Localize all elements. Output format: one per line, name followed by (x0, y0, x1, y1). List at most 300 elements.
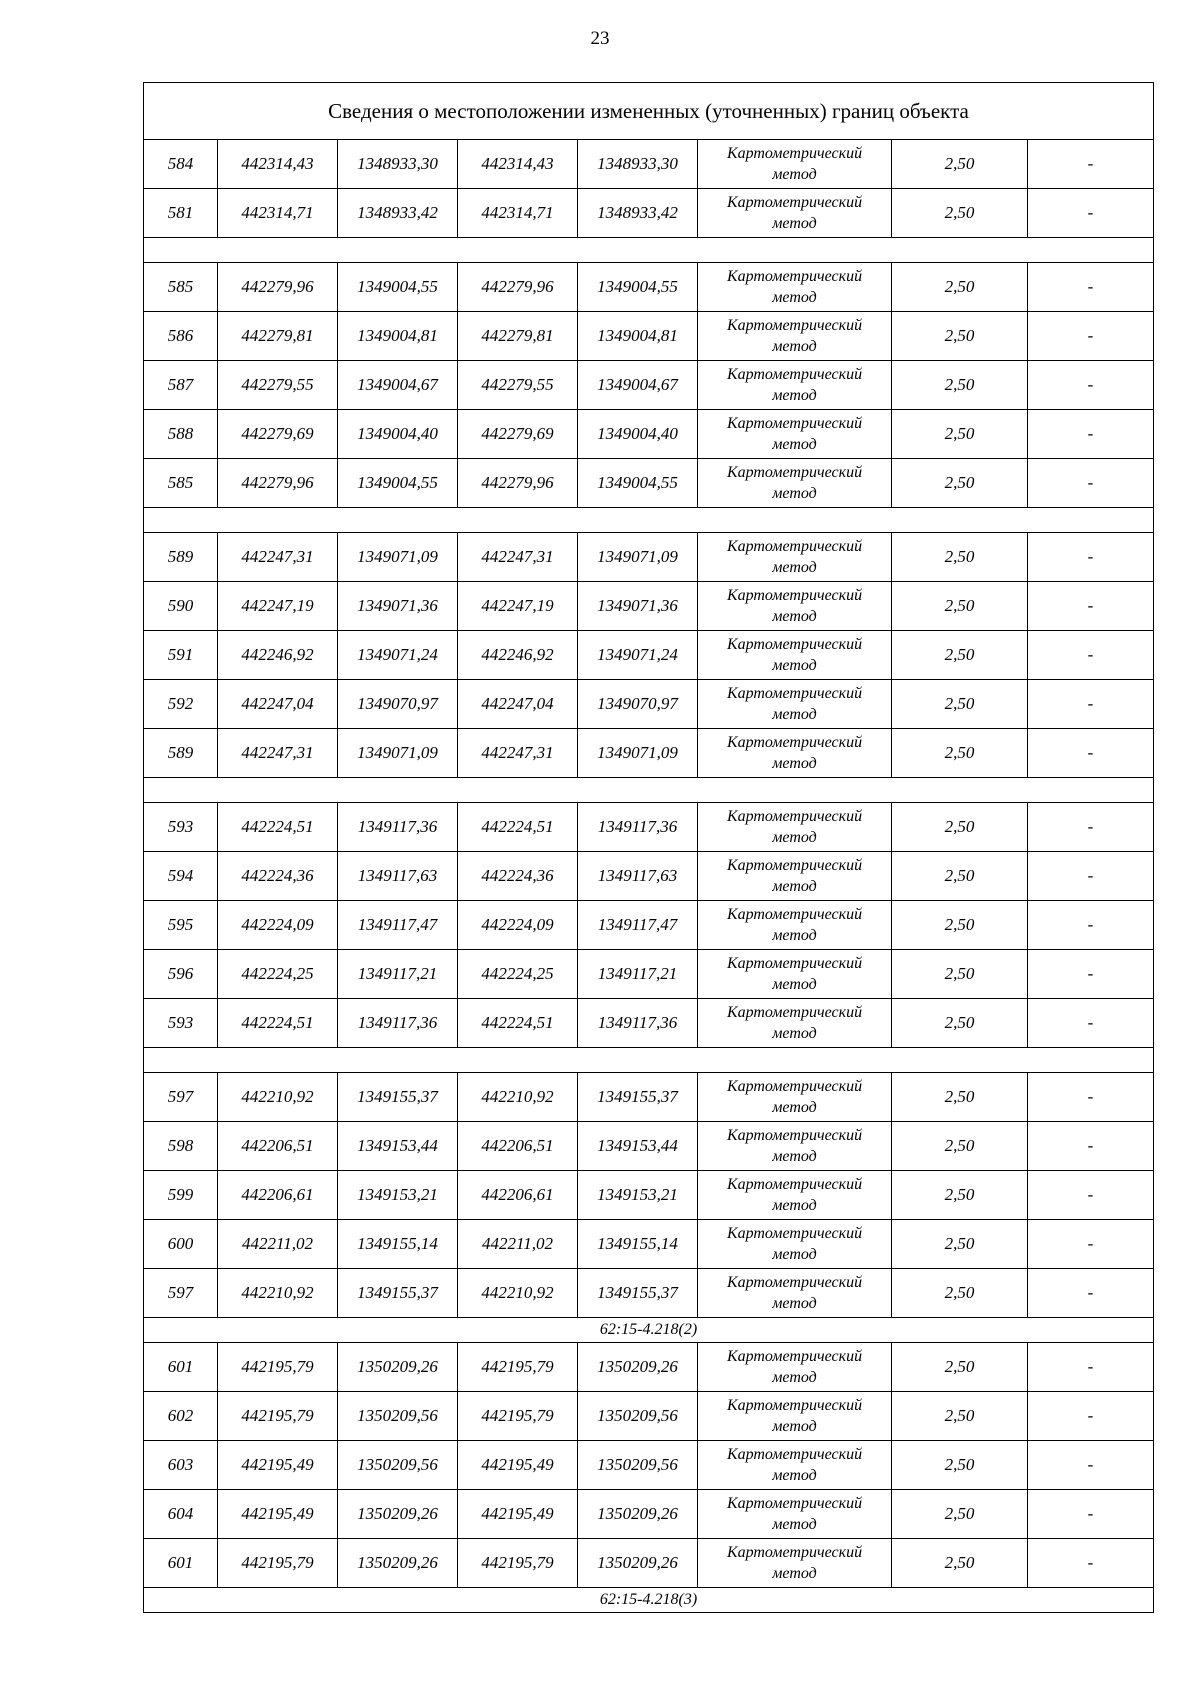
method-line-2: метод (772, 338, 817, 355)
refined-x-cell: 442314,71 (458, 189, 578, 238)
method-line-1: Картометрический (726, 1348, 863, 1365)
table-row (144, 999, 1154, 1048)
refined-x-cell: 442195,79 (458, 1539, 578, 1588)
accuracy-cell: 2,50 (892, 1441, 1028, 1490)
accuracy-cell: 2,50 (892, 312, 1028, 361)
existing-y-cell: 1349153,44 (338, 1122, 458, 1171)
existing-y-cell: 1349117,21 (338, 950, 458, 999)
point-number-cell: 604 (144, 1490, 218, 1539)
method-line-1: Картометрический (726, 1004, 863, 1021)
existing-x-cell: 442195,79 (218, 1539, 338, 1588)
method-line-1: Картометрический (726, 464, 863, 481)
accuracy-cell: 2,50 (892, 803, 1028, 852)
refined-y-cell: 1349070,97 (578, 680, 698, 729)
refined-y-cell: 1350209,26 (578, 1343, 698, 1392)
method-line-2: метод (772, 1369, 817, 1386)
refined-x-cell: 442279,96 (458, 263, 578, 312)
existing-x-cell: 442206,51 (218, 1122, 338, 1171)
method-line-1: Картометрический (726, 1176, 863, 1193)
accuracy-cell: 2,50 (892, 680, 1028, 729)
existing-y-cell: 1349071,24 (338, 631, 458, 680)
method-line-2: метод (772, 657, 817, 674)
refined-x-cell: 442210,92 (458, 1269, 578, 1318)
refined-y-cell: 1349117,36 (578, 803, 698, 852)
note-cell: - (1028, 729, 1154, 778)
note-cell: - (1028, 950, 1154, 999)
point-number-cell: 598 (144, 1122, 218, 1171)
existing-y-cell: 1348933,42 (338, 189, 458, 238)
table-row (144, 729, 1154, 778)
note-cell: - (1028, 582, 1154, 631)
note-cell: - (1028, 803, 1154, 852)
existing-x-cell: 442224,36 (218, 852, 338, 901)
table-row (144, 140, 1154, 189)
refined-x-cell: 442211,02 (458, 1220, 578, 1269)
accuracy-cell: 2,50 (892, 582, 1028, 631)
method-line-1: Картометрический (726, 906, 863, 923)
existing-x-cell: 442195,79 (218, 1343, 338, 1392)
existing-y-cell: 1348933,30 (338, 140, 458, 189)
method-line-1: Картометрический (726, 587, 863, 604)
accuracy-cell: 2,50 (892, 999, 1028, 1048)
refined-y-cell: 1349004,67 (578, 361, 698, 410)
method-line-2: метод (772, 559, 817, 576)
note-cell: - (1028, 852, 1154, 901)
table-row (144, 533, 1154, 582)
existing-y-cell: 1349070,97 (338, 680, 458, 729)
refined-y-cell: 1349155,14 (578, 1220, 698, 1269)
existing-x-cell: 442247,19 (218, 582, 338, 631)
note-cell: - (1028, 1269, 1154, 1318)
point-number-cell: 602 (144, 1392, 218, 1441)
table-row (144, 459, 1154, 508)
table-row (144, 189, 1154, 238)
method-line-2: метод (772, 706, 817, 723)
table-row (144, 263, 1154, 312)
contour-label: 62:15-4.218(3) (144, 1588, 1154, 1613)
table-row (144, 1392, 1154, 1441)
existing-x-cell: 442224,51 (218, 803, 338, 852)
accuracy-cell: 2,50 (892, 361, 1028, 410)
point-number-cell: 596 (144, 950, 218, 999)
method-line-2: метод (772, 485, 817, 502)
existing-y-cell: 1350209,26 (338, 1539, 458, 1588)
refined-x-cell: 442224,09 (458, 901, 578, 950)
note-cell: - (1028, 410, 1154, 459)
table-row (144, 1490, 1154, 1539)
table-row (144, 1122, 1154, 1171)
contour-label-row (144, 1588, 1154, 1613)
method-line-1: Картометрический (726, 1446, 863, 1463)
refined-x-cell: 442224,36 (458, 852, 578, 901)
method-line-2: метод (772, 927, 817, 944)
point-number-cell: 588 (144, 410, 218, 459)
method-cell (698, 140, 892, 189)
existing-x-cell: 442279,96 (218, 459, 338, 508)
point-number-cell: 593 (144, 803, 218, 852)
existing-x-cell: 442195,49 (218, 1490, 338, 1539)
method-cell (698, 803, 892, 852)
existing-y-cell: 1349004,67 (338, 361, 458, 410)
table-row (144, 803, 1154, 852)
refined-x-cell: 442195,79 (458, 1392, 578, 1441)
existing-x-cell: 442279,55 (218, 361, 338, 410)
point-number-cell: 597 (144, 1269, 218, 1318)
method-line-1: Картометрический (726, 636, 863, 653)
separator-row (144, 238, 1154, 263)
separator-cell (144, 1048, 1154, 1073)
existing-y-cell: 1349004,55 (338, 459, 458, 508)
table-row (144, 631, 1154, 680)
point-number-cell: 589 (144, 729, 218, 778)
method-line-2: метод (772, 608, 817, 625)
point-number-cell: 587 (144, 361, 218, 410)
method-line-2: метод (772, 1099, 817, 1116)
method-cell (698, 533, 892, 582)
method-cell (698, 1269, 892, 1318)
existing-y-cell: 1349071,36 (338, 582, 458, 631)
method-line-2: метод (772, 436, 817, 453)
method-cell (698, 1539, 892, 1588)
existing-y-cell: 1349004,40 (338, 410, 458, 459)
note-cell: - (1028, 1392, 1154, 1441)
existing-y-cell: 1349071,09 (338, 533, 458, 582)
refined-x-cell: 442224,51 (458, 803, 578, 852)
table-row (144, 361, 1154, 410)
point-number-cell: 595 (144, 901, 218, 950)
existing-y-cell: 1349155,37 (338, 1073, 458, 1122)
note-cell: - (1028, 189, 1154, 238)
existing-y-cell: 1349071,09 (338, 729, 458, 778)
method-line-2: метод (772, 1418, 817, 1435)
existing-x-cell: 442247,04 (218, 680, 338, 729)
method-line-2: метод (772, 387, 817, 404)
existing-y-cell: 1349155,37 (338, 1269, 458, 1318)
table-row (144, 1539, 1154, 1588)
refined-y-cell: 1350209,26 (578, 1539, 698, 1588)
method-cell (698, 263, 892, 312)
existing-x-cell: 442279,96 (218, 263, 338, 312)
contour-label-row (144, 1318, 1154, 1343)
refined-y-cell: 1349071,24 (578, 631, 698, 680)
existing-x-cell: 442314,43 (218, 140, 338, 189)
refined-x-cell: 442279,96 (458, 459, 578, 508)
method-line-2: метод (772, 215, 817, 232)
accuracy-cell: 2,50 (892, 1343, 1028, 1392)
existing-y-cell: 1350209,56 (338, 1441, 458, 1490)
accuracy-cell: 2,50 (892, 729, 1028, 778)
refined-x-cell: 442206,51 (458, 1122, 578, 1171)
table-row (144, 1073, 1154, 1122)
method-cell (698, 1220, 892, 1269)
refined-y-cell: 1348933,30 (578, 140, 698, 189)
accuracy-cell: 2,50 (892, 459, 1028, 508)
method-line-2: метод (772, 1565, 817, 1582)
note-cell: - (1028, 1220, 1154, 1269)
method-cell (698, 1490, 892, 1539)
method-line-2: метод (772, 829, 817, 846)
existing-x-cell: 442211,02 (218, 1220, 338, 1269)
method-cell (698, 582, 892, 631)
existing-x-cell: 442314,71 (218, 189, 338, 238)
point-number-cell: 603 (144, 1441, 218, 1490)
method-cell (698, 459, 892, 508)
accuracy-cell: 2,50 (892, 1539, 1028, 1588)
refined-y-cell: 1349004,40 (578, 410, 698, 459)
separator-row (144, 1048, 1154, 1073)
method-line-2: метод (772, 755, 817, 772)
note-cell: - (1028, 263, 1154, 312)
refined-x-cell: 442247,31 (458, 729, 578, 778)
method-line-2: метод (772, 976, 817, 993)
refined-x-cell: 442195,79 (458, 1343, 578, 1392)
refined-x-cell: 442206,61 (458, 1171, 578, 1220)
accuracy-cell: 2,50 (892, 1392, 1028, 1441)
accuracy-cell: 2,50 (892, 950, 1028, 999)
refined-x-cell: 442195,49 (458, 1490, 578, 1539)
page-number: 23 (590, 28, 610, 49)
method-cell (698, 410, 892, 459)
note-cell: - (1028, 361, 1154, 410)
accuracy-cell: 2,50 (892, 852, 1028, 901)
method-line-1: Картометрический (726, 1495, 863, 1512)
refined-x-cell: 442279,55 (458, 361, 578, 410)
contour-label: 62:15-4.218(2) (144, 1318, 1154, 1343)
note-cell: - (1028, 901, 1154, 950)
accuracy-cell: 2,50 (892, 189, 1028, 238)
existing-y-cell: 1350209,26 (338, 1490, 458, 1539)
method-line-1: Картометрический (726, 734, 863, 751)
point-number-cell: 594 (144, 852, 218, 901)
refined-x-cell: 442247,04 (458, 680, 578, 729)
method-line-2: метод (772, 166, 817, 183)
method-line-1: Картометрический (726, 317, 863, 334)
existing-y-cell: 1350209,26 (338, 1343, 458, 1392)
accuracy-cell: 2,50 (892, 533, 1028, 582)
point-number-cell: 601 (144, 1343, 218, 1392)
method-cell (698, 680, 892, 729)
existing-x-cell: 442247,31 (218, 533, 338, 582)
existing-x-cell: 442246,92 (218, 631, 338, 680)
method-line-1: Картометрический (726, 1397, 863, 1414)
accuracy-cell: 2,50 (892, 263, 1028, 312)
existing-y-cell: 1349155,14 (338, 1220, 458, 1269)
boundary-coordinates-table (143, 82, 1154, 1613)
method-cell (698, 1073, 892, 1122)
point-number-cell: 591 (144, 631, 218, 680)
existing-x-cell: 442279,69 (218, 410, 338, 459)
accuracy-cell: 2,50 (892, 1171, 1028, 1220)
refined-y-cell: 1349153,44 (578, 1122, 698, 1171)
point-number-cell: 597 (144, 1073, 218, 1122)
refined-y-cell: 1350209,56 (578, 1441, 698, 1490)
accuracy-cell: 2,50 (892, 901, 1028, 950)
method-cell (698, 312, 892, 361)
existing-x-cell: 442210,92 (218, 1269, 338, 1318)
table-row (144, 680, 1154, 729)
point-number-cell: 585 (144, 263, 218, 312)
existing-x-cell: 442224,25 (218, 950, 338, 999)
method-line-1: Картометрический (726, 194, 863, 211)
existing-x-cell: 442247,31 (218, 729, 338, 778)
method-cell (698, 1441, 892, 1490)
refined-y-cell: 1349071,09 (578, 729, 698, 778)
method-cell (698, 901, 892, 950)
refined-x-cell: 442279,81 (458, 312, 578, 361)
refined-x-cell: 442314,43 (458, 140, 578, 189)
existing-x-cell: 442206,61 (218, 1171, 338, 1220)
method-cell (698, 189, 892, 238)
refined-x-cell: 442279,69 (458, 410, 578, 459)
refined-y-cell: 1349071,36 (578, 582, 698, 631)
method-line-2: метод (772, 878, 817, 895)
method-line-1: Картометрический (726, 538, 863, 555)
method-line-1: Картометрический (726, 685, 863, 702)
separator-row (144, 508, 1154, 533)
method-cell (698, 1392, 892, 1441)
table-row (144, 410, 1154, 459)
table-row (144, 312, 1154, 361)
refined-y-cell: 1349004,81 (578, 312, 698, 361)
method-line-1: Картометрический (726, 1274, 863, 1291)
refined-x-cell: 442247,31 (458, 533, 578, 582)
note-cell: - (1028, 680, 1154, 729)
refined-x-cell: 442224,25 (458, 950, 578, 999)
method-line-1: Картометрический (726, 1127, 863, 1144)
note-cell: - (1028, 1490, 1154, 1539)
refined-x-cell: 442224,51 (458, 999, 578, 1048)
method-cell (698, 1122, 892, 1171)
refined-y-cell: 1349117,21 (578, 950, 698, 999)
refined-y-cell: 1349117,47 (578, 901, 698, 950)
refined-y-cell: 1349155,37 (578, 1269, 698, 1318)
method-cell (698, 950, 892, 999)
accuracy-cell: 2,50 (892, 631, 1028, 680)
method-line-1: Картометрический (726, 415, 863, 432)
method-line-2: метод (772, 1467, 817, 1484)
table-row (144, 901, 1154, 950)
point-number-cell: 581 (144, 189, 218, 238)
point-number-cell: 593 (144, 999, 218, 1048)
table-title-row (144, 83, 1154, 140)
method-line-1: Картометрический (726, 808, 863, 825)
note-cell: - (1028, 459, 1154, 508)
existing-y-cell: 1349153,21 (338, 1171, 458, 1220)
accuracy-cell: 2,50 (892, 410, 1028, 459)
table-row (144, 1269, 1154, 1318)
note-cell: - (1028, 1343, 1154, 1392)
refined-x-cell: 442210,92 (458, 1073, 578, 1122)
separator-cell (144, 778, 1154, 803)
accuracy-cell: 2,50 (892, 1122, 1028, 1171)
method-line-1: Картометрический (726, 1225, 863, 1242)
point-number-cell: 584 (144, 140, 218, 189)
point-number-cell: 586 (144, 312, 218, 361)
method-line-2: метод (772, 1295, 817, 1312)
refined-y-cell: 1348933,42 (578, 189, 698, 238)
table-row (144, 582, 1154, 631)
method-cell (698, 631, 892, 680)
table-row (144, 1343, 1154, 1392)
refined-y-cell: 1350209,56 (578, 1392, 698, 1441)
note-cell: - (1028, 999, 1154, 1048)
existing-y-cell: 1349117,63 (338, 852, 458, 901)
method-cell (698, 852, 892, 901)
method-line-2: метод (772, 289, 817, 306)
point-number-cell: 590 (144, 582, 218, 631)
method-line-2: метод (772, 1197, 817, 1214)
refined-y-cell: 1349117,63 (578, 852, 698, 901)
method-line-1: Картометрический (726, 955, 863, 972)
note-cell: - (1028, 1171, 1154, 1220)
note-cell: - (1028, 631, 1154, 680)
existing-y-cell: 1349117,47 (338, 901, 458, 950)
table-row (144, 950, 1154, 999)
refined-x-cell: 442247,19 (458, 582, 578, 631)
accuracy-cell: 2,50 (892, 1490, 1028, 1539)
existing-x-cell: 442195,49 (218, 1441, 338, 1490)
note-cell: - (1028, 140, 1154, 189)
method-cell (698, 729, 892, 778)
accuracy-cell: 2,50 (892, 140, 1028, 189)
existing-y-cell: 1350209,56 (338, 1392, 458, 1441)
existing-y-cell: 1349117,36 (338, 999, 458, 1048)
existing-x-cell: 442224,09 (218, 901, 338, 950)
point-number-cell: 589 (144, 533, 218, 582)
table-row (144, 852, 1154, 901)
note-cell: - (1028, 1073, 1154, 1122)
method-line-2: метод (772, 1516, 817, 1533)
refined-y-cell: 1349004,55 (578, 459, 698, 508)
table-row (144, 1220, 1154, 1269)
refined-y-cell: 1349117,36 (578, 999, 698, 1048)
note-cell: - (1028, 533, 1154, 582)
method-cell (698, 999, 892, 1048)
refined-x-cell: 442195,49 (458, 1441, 578, 1490)
refined-x-cell: 442246,92 (458, 631, 578, 680)
existing-y-cell: 1349117,36 (338, 803, 458, 852)
method-line-1: Картометрический (726, 366, 863, 383)
method-line-2: метод (772, 1246, 817, 1263)
method-line-1: Картометрический (726, 145, 863, 162)
table-row (144, 1441, 1154, 1490)
note-cell: - (1028, 1122, 1154, 1171)
point-number-cell: 585 (144, 459, 218, 508)
point-number-cell: 599 (144, 1171, 218, 1220)
refined-y-cell: 1349071,09 (578, 533, 698, 582)
point-number-cell: 601 (144, 1539, 218, 1588)
existing-y-cell: 1349004,55 (338, 263, 458, 312)
accuracy-cell: 2,50 (892, 1220, 1028, 1269)
refined-y-cell: 1349155,37 (578, 1073, 698, 1122)
method-line-1: Картометрический (726, 1078, 863, 1095)
note-cell: - (1028, 1441, 1154, 1490)
method-cell (698, 361, 892, 410)
table-row (144, 1171, 1154, 1220)
table-title: Сведения о местоположении измененных (уточненных) границ объекта (144, 83, 1154, 140)
existing-x-cell: 442210,92 (218, 1073, 338, 1122)
method-line-1: Картометрический (726, 857, 863, 874)
note-cell: - (1028, 312, 1154, 361)
existing-x-cell: 442224,51 (218, 999, 338, 1048)
accuracy-cell: 2,50 (892, 1269, 1028, 1318)
existing-y-cell: 1349004,81 (338, 312, 458, 361)
separator-row (144, 778, 1154, 803)
method-line-1: Картометрический (726, 268, 863, 285)
method-cell (698, 1343, 892, 1392)
refined-y-cell: 1349004,55 (578, 263, 698, 312)
method-line-1: Картометрический (726, 1544, 863, 1561)
